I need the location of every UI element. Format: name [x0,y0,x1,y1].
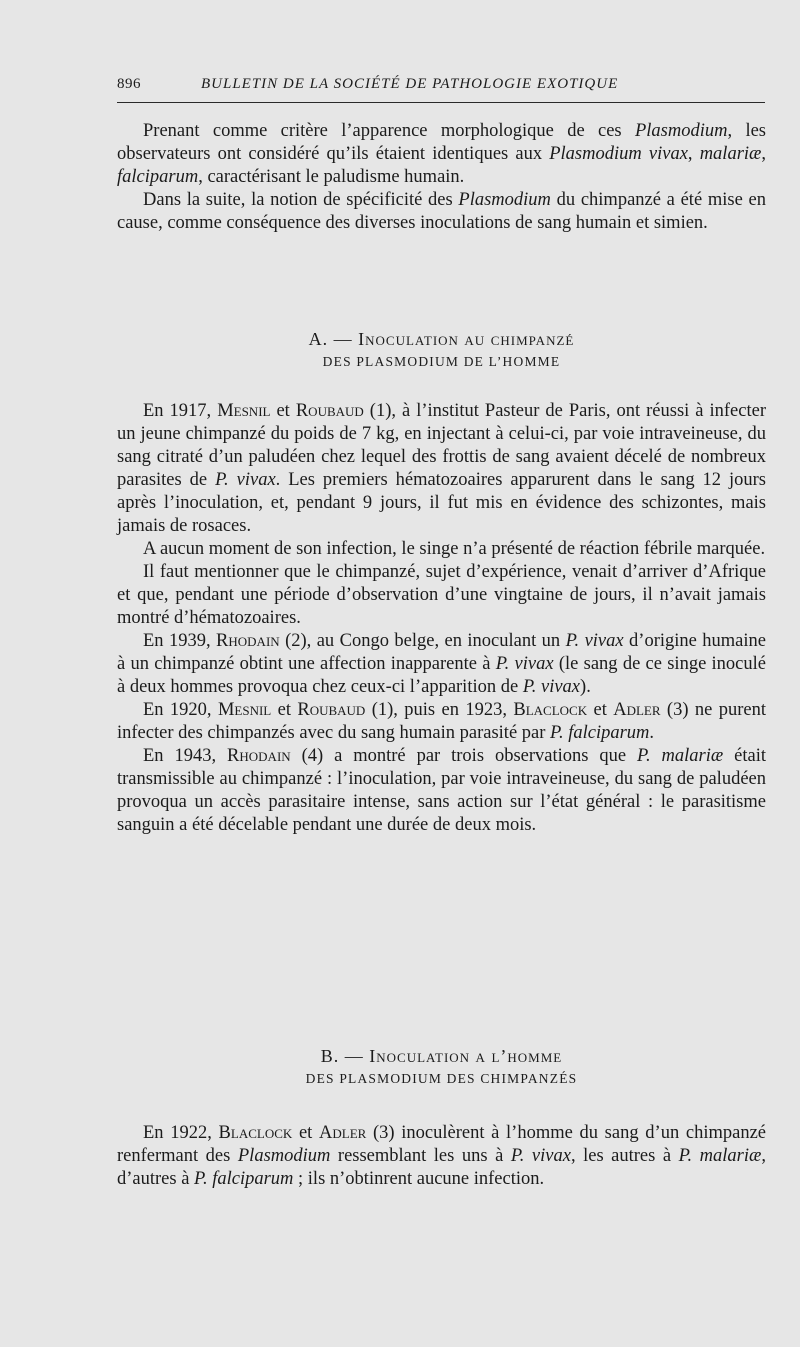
paragraph: En 1917, Mesnil et Roubaud (1), à l’institut Pasteur de Paris, ont réussi à infecter un jeune chimpanzé du poids de 7 kg, en injectant à celui-ci, par voie intraveineuse, du sang citraté d’un paludéen chez lequel des frottis de sang avaient décelé de nombreux parasites de P. vivax. Les premiers hématozoaires apparurent dans le sang 12 jours après l’inoculation, et, pendant 9 jours, il fut mis en évidence des schizontes, mais jamais de rosaces. [117,401,766,536]
paragraph: En 1939, Rhodain (2), au Congo belge, en inoculant un P. vivax d’origine humaine à un chimpanzé obtint une affection inapparente à P. vivax (le sang de ce singe inoculé à deux hommes provoqua chez ceux-ci l’apparition de P. vivax). [117,631,766,697]
paragraph: En 1920, Mesnil et Roubaud (1), puis en 1923, Blaclock et Adler (3) ne purent infecter des chimpanzés avec du sang humain parasité par P. falciparum. [117,700,766,743]
section-b-body [117,1122,766,1191]
section-a-title: A. — Inoculation au chimpanzé [308,329,575,349]
intro-block [117,120,766,235]
journal-title: BULLETIN DE LA SOCIÉTÉ DE PATHOLOGIE EXOTIQUE [201,76,619,92]
paragraph: En 1922, Blaclock et Adler (3) inoculèrent à l’homme du sang d’un chimpanzé renfermant des Plasmodium ressemblant les uns à P. vivax, les autres à P. malariæ, d’autres à P. falciparum ; ils n’obtinrent aucune infection. [117,1123,766,1189]
section-a-body [117,400,766,837]
paragraph: Il faut mentionner que le chimpanzé, sujet d’expérience, venait d’arriver d’Afrique et que, pendant une période d’observation d’une vingtaine de jours, il n’avait jamais montré d’hématozoaires. [117,562,766,628]
paragraph: Dans la suite, la notion de spécificité des Plasmodium du chimpanzé a été mise en cause, comme conséquence des diverses inoculations de sang humain et simien. [117,190,766,233]
section-a-subtitle: DES PLASMODIUM DE L’HOMME [322,354,561,369]
paragraph: A aucun moment de son infection, le singe n’a présenté de réaction fébrile marquée. [143,539,766,559]
section-b-title: B. — Inoculation a l’homme [320,1046,563,1066]
section-a-heading [117,328,766,372]
paragraph: En 1943, Rhodain (4) a montré par trois observations que P. malariæ était transmissible au chimpanzé : l’inoculation, par voie intraveineuse, du sang de paludéen provoqua un accès parasitaire intense, sans action sur l’état général : le parasitisme sanguin a été décelable pendant une durée de deux mois. [117,746,766,835]
section-b-heading [117,1045,766,1089]
header-rule [117,102,765,103]
paragraph: Prenant comme critère l’apparence morphologique de ces Plasmodium, les observateurs ont considéré qu’ils étaient identiques aux Plasmodium vivax, malariæ, falciparum, caractérisant le paludisme humain. [117,121,766,187]
running-head [117,76,765,98]
section-b-subtitle: DES PLASMODIUM DES CHIMPANZÉS [305,1071,578,1086]
page-number: 896 [117,76,141,92]
